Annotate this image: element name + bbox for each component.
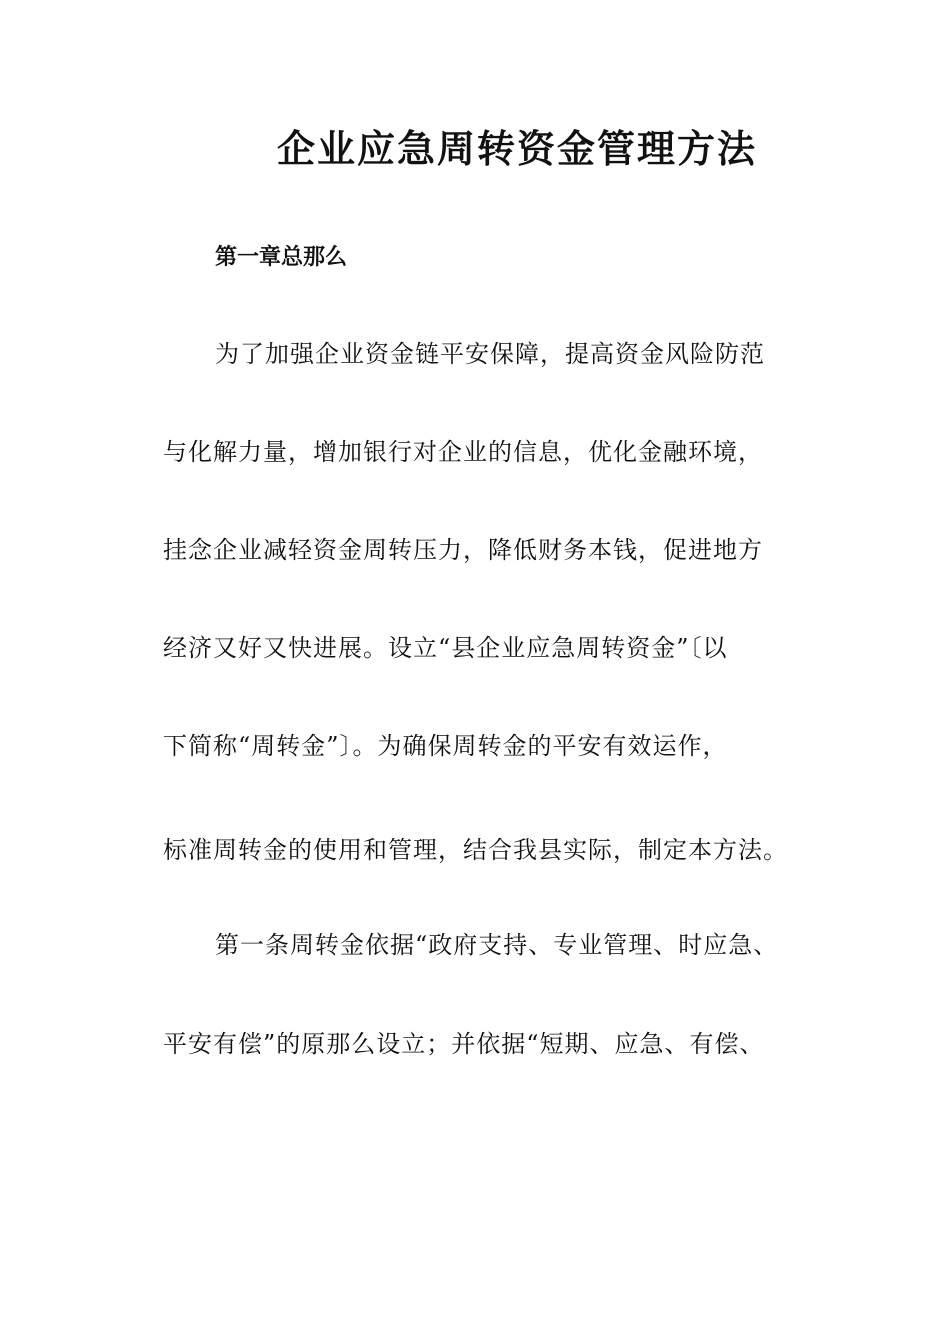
paragraph-line: 为了加强企业资金链平安保障，提高资金风险防范 (215, 340, 765, 368)
paragraph-line: 挂念企业减轻资金周转压力，降低财务本钱，促进地方 (163, 536, 763, 564)
document-title: 企业应急周转资金管理方法 (276, 126, 757, 171)
paragraph-line: 下简称“周转金”〕。为确保周转金的平安有效运作， (163, 732, 728, 760)
paragraph-line: 经济又好又快进展。设立“县企业应急周转资金”〔以 (163, 634, 728, 662)
paragraph-line: 标准周转金的使用和管理，结合我县实际，制定本方法。 (163, 836, 788, 864)
article-line: 第一条周转金依据“政府支持、专业管理、时应急、 (215, 931, 779, 959)
paragraph-line: 与化解力量，增加银行对企业的信息，优化金融环境， (163, 438, 763, 466)
chapter-heading: 第一章总那么 (215, 244, 348, 270)
article-line: 平安有偿”的原那么设立；并依据“短期、应急、有偿、 (163, 1030, 765, 1058)
